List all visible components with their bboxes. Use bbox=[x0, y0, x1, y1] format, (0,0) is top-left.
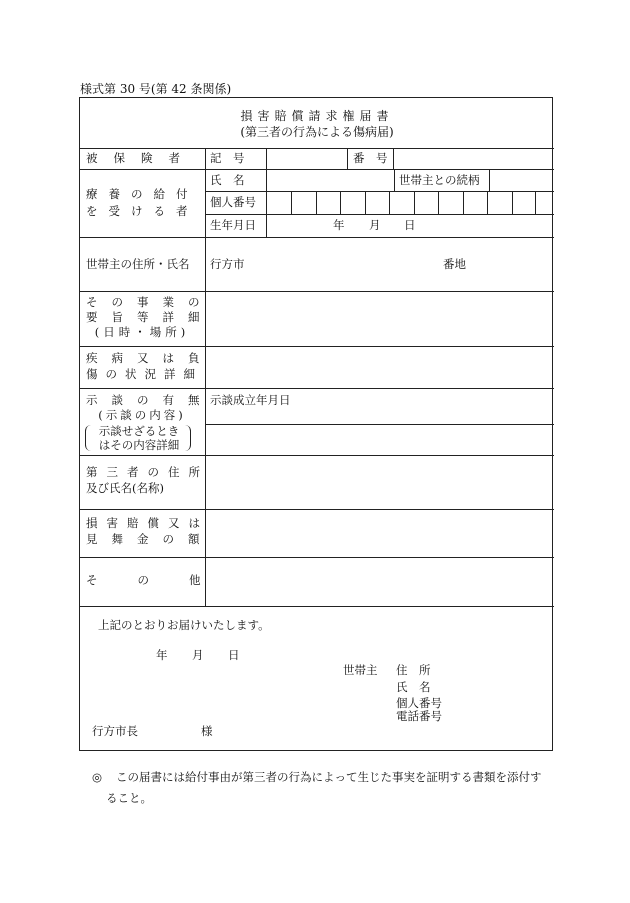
city-name: 行方市 bbox=[210, 257, 245, 271]
recipient-label-line1: 療養の給付 bbox=[86, 187, 199, 201]
settlement-label-line3: 示談せざるとき bbox=[98, 424, 180, 438]
row-divider bbox=[80, 237, 554, 238]
digit-box-divider bbox=[340, 191, 341, 214]
banchi-label: 番地 bbox=[443, 257, 466, 271]
birth-year: 年 bbox=[333, 218, 345, 232]
row-divider bbox=[80, 455, 554, 456]
column-divider bbox=[266, 148, 267, 237]
number-label: 番 号 bbox=[353, 151, 388, 165]
declaration-text: 上記のとおりお届けいたします。 bbox=[98, 618, 270, 632]
claim-form bbox=[79, 97, 553, 751]
phone-number-label: 電話番号 bbox=[396, 709, 442, 723]
settlement-label-line2: (示談の内容) bbox=[98, 408, 186, 422]
householder-signature-label: 世帯主 bbox=[343, 663, 378, 677]
illness-label-line1: 疾病又は負 bbox=[86, 351, 214, 365]
settlement-label-line4: はその内容詳細 bbox=[98, 438, 180, 452]
column-divider bbox=[394, 169, 395, 191]
note-line1: この届書には給付事由が第三者の行為によって生じた事実を証明する書類を添付す bbox=[116, 770, 542, 784]
business-label-line1: その事業の bbox=[86, 295, 214, 309]
digit-box-divider bbox=[487, 191, 488, 214]
column-divider bbox=[347, 148, 348, 169]
signer-mynumber-label: 個人番号 bbox=[396, 696, 442, 710]
digit-box-divider bbox=[512, 191, 513, 214]
digit-box-divider bbox=[414, 191, 415, 214]
column-divider bbox=[393, 148, 394, 169]
row-divider bbox=[80, 169, 554, 170]
birthdate-label: 生年月日 bbox=[210, 218, 256, 232]
settlement-label-line1: 示談の有無 bbox=[86, 393, 214, 407]
row-divider bbox=[80, 557, 554, 558]
row-divider bbox=[205, 191, 554, 192]
digit-box-divider bbox=[535, 191, 536, 214]
damages-label-line2: 見舞金の額 bbox=[86, 532, 214, 546]
signer-name-label: 氏 名 bbox=[396, 680, 431, 694]
form-number: 様式第 30 号(第 42 条関係) bbox=[80, 82, 232, 96]
relation-label: 世帯主との続柄 bbox=[399, 173, 480, 187]
row-divider bbox=[80, 606, 554, 607]
illness-label-line2: 傷の状況詳細 bbox=[86, 367, 203, 381]
mynumber-label: 個人番号 bbox=[210, 195, 256, 209]
digit-box-divider bbox=[463, 191, 464, 214]
row-divider bbox=[80, 509, 554, 510]
insured-label-text: 被保険者 bbox=[86, 151, 196, 165]
recipient-label-line2: を受ける者 bbox=[86, 204, 199, 218]
row-divider bbox=[205, 424, 554, 425]
row-divider bbox=[80, 388, 554, 389]
row-divider bbox=[80, 346, 554, 347]
column-divider bbox=[489, 169, 490, 191]
third-party-label-line2: 及び氏名(名称) bbox=[86, 481, 164, 495]
name-label: 氏 名 bbox=[210, 173, 245, 187]
business-label-line2: 要旨等詳細 bbox=[86, 310, 214, 324]
mayor-label: 行方市長 bbox=[92, 724, 138, 738]
symbol-label: 記 号 bbox=[210, 151, 245, 165]
digit-box-divider bbox=[365, 191, 366, 214]
birth-month: 月 bbox=[369, 218, 381, 232]
settlement-date-label: 示談成立年月日 bbox=[210, 393, 291, 407]
digit-box-divider bbox=[389, 191, 390, 214]
date-month: 月 bbox=[192, 648, 204, 662]
row-divider bbox=[80, 291, 554, 292]
address-label: 住 所 bbox=[396, 663, 431, 677]
digit-box-divider bbox=[316, 191, 317, 214]
date-day: 日 bbox=[228, 648, 240, 662]
business-label-line3: (日時・場所) bbox=[94, 325, 190, 339]
digit-box-divider bbox=[291, 191, 292, 214]
date-year: 年 bbox=[156, 648, 168, 662]
birth-day: 日 bbox=[404, 218, 416, 232]
digit-box-divider bbox=[438, 191, 439, 214]
row-divider bbox=[205, 214, 554, 215]
form-title: 損害賠償請求権届書 bbox=[240, 109, 394, 123]
honorific: 様 bbox=[201, 724, 213, 738]
damages-label-line1: 損害賠償又は bbox=[86, 516, 209, 530]
other-label: その他 bbox=[86, 573, 241, 587]
row-divider bbox=[80, 148, 554, 149]
third-party-label-line1: 第三者の住所 bbox=[86, 465, 209, 479]
form-subtitle: (第三者の行為による傷病届) bbox=[240, 125, 394, 139]
insured-label bbox=[86, 153, 198, 165]
note-line2: ること。 bbox=[106, 791, 152, 805]
note-mark: ◎ bbox=[92, 770, 103, 784]
householder-label: 世帯主の住所・氏名 bbox=[86, 257, 190, 271]
